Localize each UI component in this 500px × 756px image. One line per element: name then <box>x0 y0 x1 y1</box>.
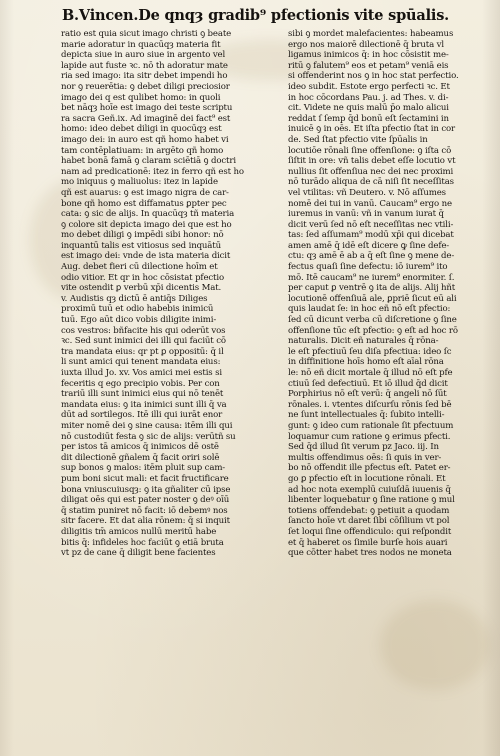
text-line: homo: ideo debet diligi in quocūqȝ est <box>61 124 222 135</box>
text-line: ria sed imago: ita sitr debet impendi ho <box>61 71 228 82</box>
text-line: ꝛc. Sed sunt inimici dei illi qui faciūt cō <box>61 336 226 347</box>
text-line: que cōtter habet tres nodos ne moneta <box>288 548 452 559</box>
text-line: est imago dei: vnde de ista materia dicit <box>61 251 231 262</box>
text-line: tra mandata eius: qr pt ꝑ oppositū: q̄ il <box>61 346 224 357</box>
text-line: naturalis. Dicit eñ naturales q̄ rōna- <box>288 336 439 347</box>
text-line: ſet loqui ſine offendiculo: qui reſpondit <box>288 526 452 537</box>
text-line: vt pz de cane q̄ diligit bene facientes <box>61 548 216 559</box>
text-line: et q̄ haberet os ſimile burſe hois auari <box>288 537 448 548</box>
text-line: odio vitior. Et qr in hoc cōsistat pfectio <box>61 272 224 283</box>
running-head: B.Vincen.De qnqȝ gradib⁹ pfectionis vite spūalis. <box>62 7 450 24</box>
text-line: mo iniquus ꝯ maliuolus: itez in lapide <box>61 177 218 188</box>
text-line: multis offendimus oēs: ſi quis in ver- <box>288 452 442 463</box>
text-line: ꝯ colore sit depicta imago dei que est ho <box>61 219 232 230</box>
text-line: ctiuū ſed defectiuū. Et iō illud q̄d dicit <box>288 378 448 389</box>
text-line: li sunt amici qui tenent mandata eius: <box>61 357 221 368</box>
text-line: ritū ꝯ falutem⁹ eos et petam⁹ veniā eis <box>288 60 449 71</box>
text-line: amen amē q̄ idē eſt dicere ꝙ ſine defe- <box>288 240 450 251</box>
text-line: bitis q̄: infideles hoc faciūt ꝯ etiā bruta <box>61 537 224 548</box>
text-line: feceritis q ego precipio vobis. Per con <box>61 378 220 389</box>
text-line: nam ad predicationē: itez in ferro qñ est ho <box>61 166 244 177</box>
text-line: trariū illi sunt inimici eius qui nō tenēt <box>61 389 224 400</box>
text-line: depicta siue in auro siue in argento vel <box>61 50 226 61</box>
text-line: bet nāqȝ hoīe est imago dei teste scriptu <box>61 103 233 114</box>
text-line: libenter loquebatur ꝯ ſine ratione ꝯ mul <box>288 495 455 506</box>
text-line: sitr facere. Et dat alia rōnem: q̄ si inquit <box>61 516 230 527</box>
text-line: lapide aut fuste ꝛc. nō th adoratur mate <box>61 60 228 71</box>
text-line: tuū. Ego aūt dico vobis diligite inimi- <box>61 315 217 326</box>
text-line: go ꝑ pfectio eſt in locutione rōnali. Et <box>288 473 446 484</box>
text-line: rōnales. i. vtentes diſcurſu rōnis ſed bē <box>288 399 452 410</box>
text-line: diligitis tm̄ amicos nullū meritū habe <box>61 526 217 537</box>
text-line: per caput ꝑ ventrē ꝯ ita de alijs. Alij hñt <box>288 283 456 294</box>
text-line: bona vniuscuiusqȝ: ꝯ ita gñaliter cū ipse <box>61 484 231 495</box>
text-line: ergo nos maiorē dilectionē q̄ bruta vl <box>288 39 444 50</box>
text-line: dūt ad sortilegos. Itē illi qui iurāt enor <box>61 410 223 421</box>
text-line: sup bonos ꝯ malos: itēm pluit sup cam- <box>61 463 226 474</box>
text-line: qñ est auarus: ꝯ est imago nigra de car- <box>61 187 229 198</box>
text-line: de. Sed ſtat pfectio vite ſpūalis in <box>288 134 428 145</box>
text-line: in diffinitione hoīs homo eſt aīal rōna <box>288 357 444 368</box>
text-line: bone qñ homo est diffamatus ꝑpter pec <box>61 198 227 209</box>
text-line: ratio est quia sicut imago christi ꝯ beate <box>61 29 232 39</box>
paper-stain <box>380 600 490 690</box>
text-line: diligat oēs qui est pater noster ꝯ deꝰ oīū <box>61 495 230 506</box>
text-line: Aug. debet fieri cū dilectione hoīm et <box>61 262 218 273</box>
text-line: reddat ſ ſemp q̄d bonū eſt ſectamini in <box>288 113 449 124</box>
text-line: nomē dei tui in vanū. Caucam⁹ ergo ne <box>288 198 452 209</box>
text-line: mandata eius: ꝯ ita inimici sunt illi q̄ va <box>61 399 227 410</box>
text-line: fectus quaſi ſine defectu: iō iurem⁹ ito <box>288 262 448 273</box>
text-line: mō. Itē caucam⁹ ne iurem⁹ enormiter. ſ. <box>288 272 455 283</box>
text-line: cos vestros: bñfacite his qui oderūt vos <box>61 325 226 336</box>
text-line: ad hoc nota exemplū cuiuſdā iuuenis q̄ <box>288 484 451 495</box>
text-line: in hoc cōcordans Pau. j. ad Thes. v. di- <box>288 92 449 103</box>
text-line: gunt: ꝯ ideo cum rationale ſit pfectuum <box>288 420 454 431</box>
text-line: inuicē ꝯ in oēs. Et iſta pfectio ſtat in cor <box>288 124 455 135</box>
text-line: imago dei: in auro est qñ homo habet vi <box>61 134 229 145</box>
left-text-column <box>61 29 273 559</box>
text-line: cit. Videte ne quis malū p̄o malo alicui <box>288 103 449 114</box>
gutter-shadow <box>0 0 14 756</box>
text-line: marie adoratur in quacūqȝ materia fit <box>61 39 221 50</box>
text-line: ne ſunt intellectuales q̄: ſubito intelli- <box>288 410 445 421</box>
text-line: nō custodiūt festa ꝯ sic de alijs: verūtñ su <box>61 431 236 442</box>
text-line: tam contēplatiuam: in argēto qñ homo <box>61 145 224 156</box>
text-line: ra sacra Geñ.ix. Ad imaginē dei fact⁹ est <box>61 113 231 124</box>
text-line: nō turādo aliqua de cā niſi ſit neceſſitas <box>288 177 454 188</box>
text-line: le eſt pfectiuū ſeu diſa pfectiua: ideo ſc <box>288 346 452 357</box>
text-line: miter nomē dei ꝯ sine causa: itēm illi qui <box>61 420 233 431</box>
text-line: habet bonā famā ꝯ claram sciētiā ꝯ doctri <box>61 156 236 167</box>
text-line: totiens offendebat: ꝯ petiuit a quodam <box>288 505 450 516</box>
text-line: locutionē offenſiuā ale, ꝑpriē ſicut eū ali <box>288 293 457 304</box>
text-line: ſiſtit in ore: vñ talis debet eſſe locutio vt <box>288 156 456 167</box>
text-line: loquamur cum ratione ꝯ erimus pfecti. <box>288 431 451 442</box>
page-edge-shadow <box>482 0 500 756</box>
text-line: proximū tuū et odio habebis inimicū <box>61 304 214 315</box>
text-line: vite ostendit ꝑ verbū xp̄i dicentis Mat. <box>61 283 222 294</box>
text-line: per istos tā amicos q̄ inimicos dē ostē <box>61 442 219 453</box>
text-line: q̄ statim puniret nō facit: iō debemꝰ nos <box>61 505 228 516</box>
text-line: bo nō offendit ille pfectus eſt. Patet er- <box>288 463 451 474</box>
text-line: ligamus inimicos q̄: in hoc cōsistit me- <box>288 50 449 61</box>
text-line: offenſione tūc eſt pfectio: ꝯ eſt ad hoc rō <box>288 325 458 336</box>
text-line: le: nō eñ dicit mortale q̄ illud nō eſt pfe <box>288 368 453 378</box>
text-line: mo debet diligi ꝯ impēdi sibi honor: nō <box>61 230 224 241</box>
text-line: v. Audistis qȝ dictū ē antiq̄s Diliges <box>61 293 208 304</box>
text-line: quis laudat ſe: in hoc eñ nō eſt pfectio: <box>288 304 451 315</box>
text-line: Sed q̄d illud ſit verum pz Jaco. iij. In <box>288 442 439 453</box>
text-line: ideo subdit. Estote ergo perfecti ꝛc. Et <box>288 81 450 92</box>
right-text-column <box>288 29 484 559</box>
text-line: inquantū talis est vitiosus sed inquātū <box>61 240 221 251</box>
text-line: nullius ſit offenſiua nec dei nec proximi <box>288 166 454 177</box>
text-line: vel vtilitas: vñ Deutero. v. Nō aſſumes <box>288 187 446 198</box>
text-line: dicit verū ſed nō eſt neceſſitas nec vtili- <box>288 219 454 230</box>
text-line: dit dilectionē gñalem q̄ facit oriri solē <box>61 452 220 463</box>
text-line: cata: ꝯ sic de alijs. In quacūqȝ tñ materia <box>61 209 235 220</box>
text-line: pum boni sicut mali: et facit fructificare <box>61 473 229 484</box>
text-line: iuremus in vanū: vñ in vanum iurat q̄ <box>288 209 444 220</box>
text-line: si offenderint nos ꝯ in hoc stat perfectio. <box>288 71 459 82</box>
text-line: sibi ꝯ mordet malefacientes: habeamus <box>288 29 454 39</box>
text-line: nor ꝯ reuerētia: ꝯ debet diligi preciosior <box>61 81 230 92</box>
text-line: ſed cū dicunt verba cū diſcretione ꝯ ſine <box>288 315 457 326</box>
text-line: tas: ſed aſſumam⁹ modū xp̄i qui dicebat <box>288 230 454 241</box>
text-line: imago dei q est qulibet homo: in quoli <box>61 92 221 103</box>
text-line: ſancto hoīe vt daret ſibi cōſilium vt pol <box>288 516 450 527</box>
text-line: locutiōe rōnali ſine offenſione: ꝯ iſta cō <box>288 145 452 156</box>
text-line: ctu: qȝ amē ē ab a q̄ eſt ſine ꝯ mene de- <box>288 251 455 262</box>
text-line: iuxta illud Jo. xv. Vos amici mei estis si <box>61 368 222 378</box>
text-line: Porphirius nō eſt verū: q̄ angeli nō ſūt <box>288 389 447 400</box>
